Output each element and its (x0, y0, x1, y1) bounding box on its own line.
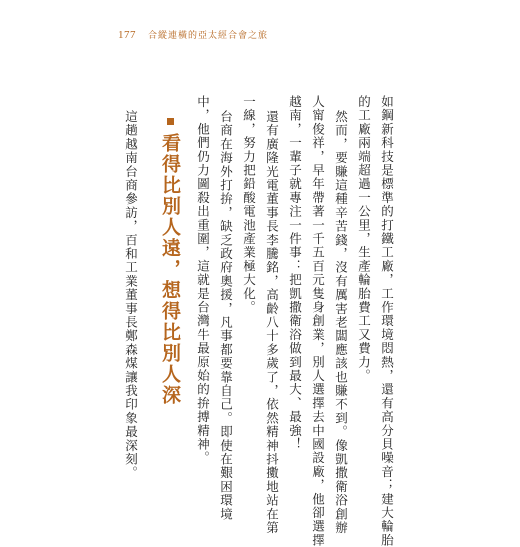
body-column-3: 然而，要賺這種辛苦錢，沒有厲害老闆應該也賺不到。像凱撒衛浴創辦 (333, 110, 349, 535)
section-heading (157, 118, 184, 406)
running-title: 合縱連橫的亞太經合會之旅 (148, 31, 269, 41)
heading-marker-icon (167, 118, 174, 125)
body-column-8: 台商在海外打拚，缺乏政府奧援，凡事都要靠自己。即使在艱困環境 (218, 110, 234, 521)
section-heading-text: 看得比別人遠，想得比別人深 (159, 133, 181, 406)
body-column-2: 的工廠兩端超過一公里，生產輪胎費工又費力。 (356, 95, 372, 383)
body-column-after-heading: 這趟越南台商參訪，百和工業董事長鄭森煤讓我印象最深刻。 (123, 110, 139, 480)
page-number: 177 (118, 28, 136, 41)
body-column-5: 越南，一輩子就專注一件事：把凱撒衛浴做到最大、最強！ (287, 95, 303, 452)
body-column-4: 人甯俊祥，早年帶著一千五百元隻身創業，別人選擇去中國設廠，他卻選擇 (310, 95, 326, 547)
body-column-1: 如鋼新科技是標準的打鐵工廠，工作環境悶熱，還有高分貝噪音；建大輪胎 (379, 95, 395, 547)
body-column-7: 一線，努力把鉛酸電池產業極大化。 (241, 95, 257, 315)
body-column-6: 還有廣隆光電董事長李騰銘，高齡八十多歲了，依然精神抖擻地站在第 (264, 110, 280, 535)
running-header (118, 28, 268, 41)
body-column-9: 中，他們仍力圖殺出重圍，這就是台灣牛最原始的拚搏精神。 (195, 95, 211, 465)
